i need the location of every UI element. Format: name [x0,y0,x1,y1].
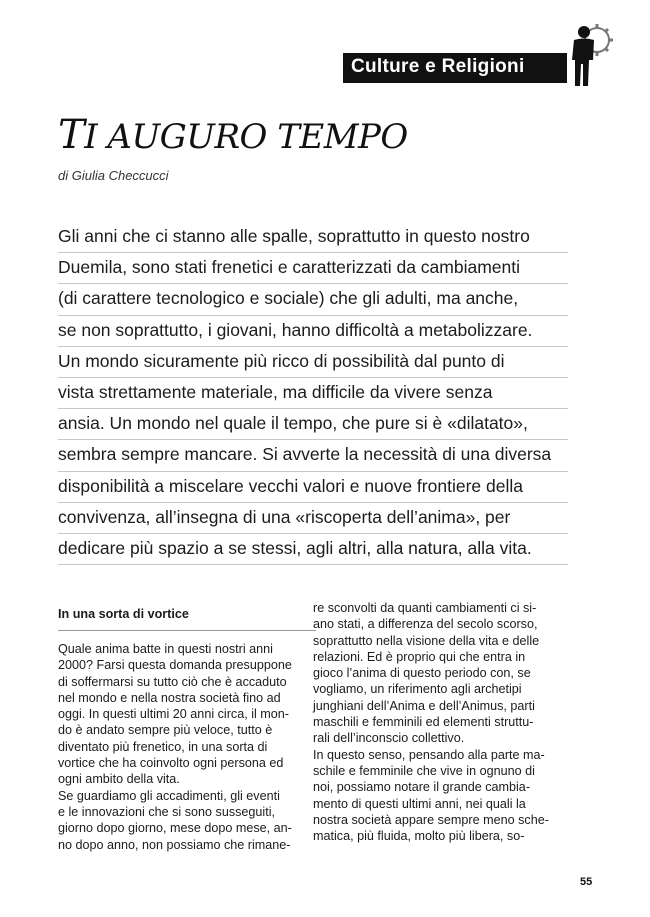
right-column [313,600,571,844]
body-line: mento di questi ultimi anni, nei quali la [313,796,526,811]
lead-line: Duemila, sono stati frenetici e caratterizzati da cambiamenti [58,253,568,284]
lead-paragraph [58,222,568,565]
body-line: Quale anima batte in questi nostri anni [58,642,273,656]
body-line: soprattutto nella visione della vita e delle [313,633,540,648]
lead-line: Gli anni che ci stanno alle spalle, soprattutto in questo nostro [58,222,568,253]
body-line: giorno dopo giorno, mese dopo mese, an- [58,821,292,836]
section-label: Culture e Religioni [351,56,525,77]
body-line: oggi. In questi ultimi 20 anni circa, il mon- [58,707,289,722]
body-line: maschili e femminili ed elementi struttu- [313,715,534,730]
body-line: di soffermarsi su tutto ciò che è accaduto [58,674,287,689]
body-line: relazioni. Ed è proprio qui che entra in [313,649,526,664]
lead-line: vista strettamente materiale, ma difficile da vivere senza [58,378,568,409]
body-line: nel mondo e nella nostra società fino ad [58,690,281,705]
lead-line: ansia. Un mondo nel quale il tempo, che pure si è «dilatato», [58,409,568,440]
body-line: Se guardiamo gli accadimenti, gli eventi [58,788,280,803]
body-line: e le innovazioni che si sono susseguiti, [58,804,276,819]
body-line: noi, possiamo notare il grande cambia- [313,780,531,795]
byline: di Giulia Checcucci [58,168,169,183]
body-line: rali dell’inconscio collettivo. [313,731,465,746]
lead-line: se non soprattutto, i giovani, hanno difficoltà a metabolizzare. [58,316,568,347]
body-line: vogliamo, un riferimento agli archetipi [313,682,522,697]
lead-line: Un mondo sicuramente più ricco di possibilità dal punto di [58,347,568,378]
body-line: ogni ambito della vita. [58,772,180,787]
lead-line: convivenza, all’insegna di una «riscoperta dell’anima», per [58,503,568,534]
lead-line: disponibilità a miscelare vecchi valori e nuove frontiere della [58,472,568,503]
body-line: In questo senso, pensando alla parte ma- [313,747,545,762]
article-title: TI AUGURO TEMPO [58,112,408,158]
lead-line: sembra sempre mancare. Si avverte la necessità di una diversa [58,440,568,471]
lead-line: (di carattere tecnologico e sociale) che gli adulti, ma anche, [58,284,568,315]
body-line: 2000? Farsi questa domanda presuppone [58,658,292,673]
body-line: junghiani dell’Anima e dell’Animus, parti [313,698,535,713]
body-line: nostra società appare sempre meno sche- [313,812,549,827]
body-line: vortice che ha coinvolto ogni persona ed [58,756,284,771]
subheading: In una sorta di vortice [58,607,189,621]
body-line: no dopo anno, non possiamo che rimane- [58,837,291,852]
page-number: 55 [580,876,593,888]
lead-line: dedicare più spazio a se stessi, agli altri, alla natura, alla vita. [58,534,568,565]
body-line: ano stati, a differenza del secolo scorso, [313,617,538,632]
subheading-rule [58,630,316,631]
left-column [58,606,316,853]
body-line: re sconvolti da quanti cambiamenti ci si- [313,601,537,615]
body-line: schile e femminile che vive in ognuno di [313,763,535,778]
body-line: matica, più fluida, molto più libera, so- [313,829,525,844]
body-line: diventato più frenetico, in una sorta di [58,739,268,754]
person-with-gear-icon [564,18,622,88]
body-line: gioco l’anima di questo periodo con, se [313,666,531,681]
body-line: do è andato sempre più veloce, tutto è [58,723,273,738]
section-header [343,53,567,83]
